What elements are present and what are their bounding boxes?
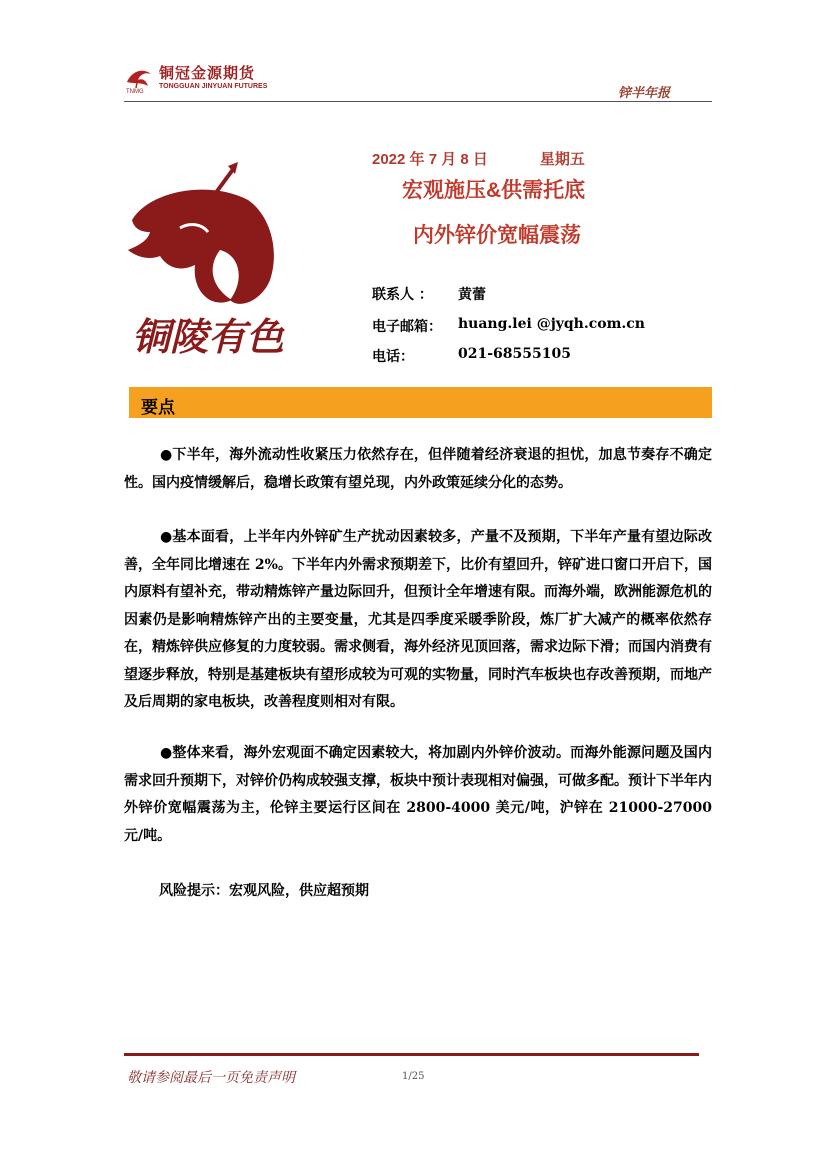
emblem-calligraphy: 铜陵有色 — [131, 314, 285, 359]
brand-name-cn: 铜冠金源期货 — [159, 64, 256, 82]
report-weekday: 星期五 — [539, 151, 585, 168]
disclaimer-note: 敬请参阅最后一页免责声明 — [127, 1070, 295, 1086]
report-title-line2: 内外锌价宽幅震荡 — [413, 224, 581, 247]
header-divider — [124, 101, 712, 102]
report-date: 2022 年 7 月 8 日 — [372, 151, 488, 168]
key-point-paragraph: ●整体来看，海外宏观面不确定因素较大，将加剧内外锌价波动。而海外能源问题及国内需求回升预期下，对锌价仍构成较强支撑，板块中预计表现相对偏强，可做多配。预计下半年内外锌价宽幅震荡为主，伦锌主要运行区间在 2800-4000 美元/吨，沪锌在 21000-27000 元/吨。 — [124, 745, 712, 844]
company-emblem-icon — [120, 160, 295, 370]
report-title-line1: 宏观施压&供需托底 — [402, 179, 586, 202]
key-point-paragraph: ●下半年，海外流动性收紧压力依然存在，但伴随着经济衰退的担忧，加息节奏存不确定性。国内疫情缓解后，稳增长政策有望兑现，内外政策延续分化的态势。 — [124, 447, 712, 491]
contact-person — [372, 284, 486, 304]
contact-phone-value: 021-68555105 — [458, 346, 571, 362]
contact-email-value[interactable]: huang.lei @jyqh.com.cn — [458, 316, 645, 332]
report-type: 锌半年报 — [618, 86, 671, 101]
brand-abbr: TNMG — [126, 89, 144, 95]
section-title: 要点 — [141, 398, 175, 417]
contact-phone-label: 电话： — [372, 349, 414, 365]
footer-divider — [124, 1053, 699, 1056]
brand-name-en: TONGGUAN JINYUAN FUTURES — [159, 83, 268, 90]
contact-person-value: 黄蕾 — [458, 287, 486, 303]
contact-email-label: 电子邮箱： — [372, 319, 442, 335]
contact-email — [372, 316, 645, 336]
risk-warning: 风险提示：宏观风险，供应超预期 — [159, 883, 369, 899]
contact-person-label: 联系人 ： — [372, 287, 433, 303]
contact-phone — [372, 346, 571, 366]
report-date-line — [372, 148, 585, 169]
page-number: 1/25 — [402, 1071, 425, 1082]
key-point-paragraph: ●基本面看，上半年内外锌矿生产扰动因素较多，产量不及预期，下半年产量有望边际改善，全年同比增速在 2%。下半年内外需求预期差下，比价有望回升，锌矿进口窗口开启下，国内原料有望补充，带动精炼锌产量边际回升，但预计全年增速有限。而海外端，欧洲能源危机的因素仍是影响精炼锌产出的主要变量，尤其是四季度采暖季阶段，炼厂扩大减产的概率依然存在，精炼锌供应修复的力度较弱。需求侧看，海外经济见顶回落，需求边际下滑；而国内消费有望逐步释放，特别是基建板块有望形成较为可观的实物量，同时汽车板块也存改善预期，而地产及后周期的家电板块，改善程度则相对有限。 — [124, 529, 712, 710]
section-header-bar — [129, 387, 712, 418]
